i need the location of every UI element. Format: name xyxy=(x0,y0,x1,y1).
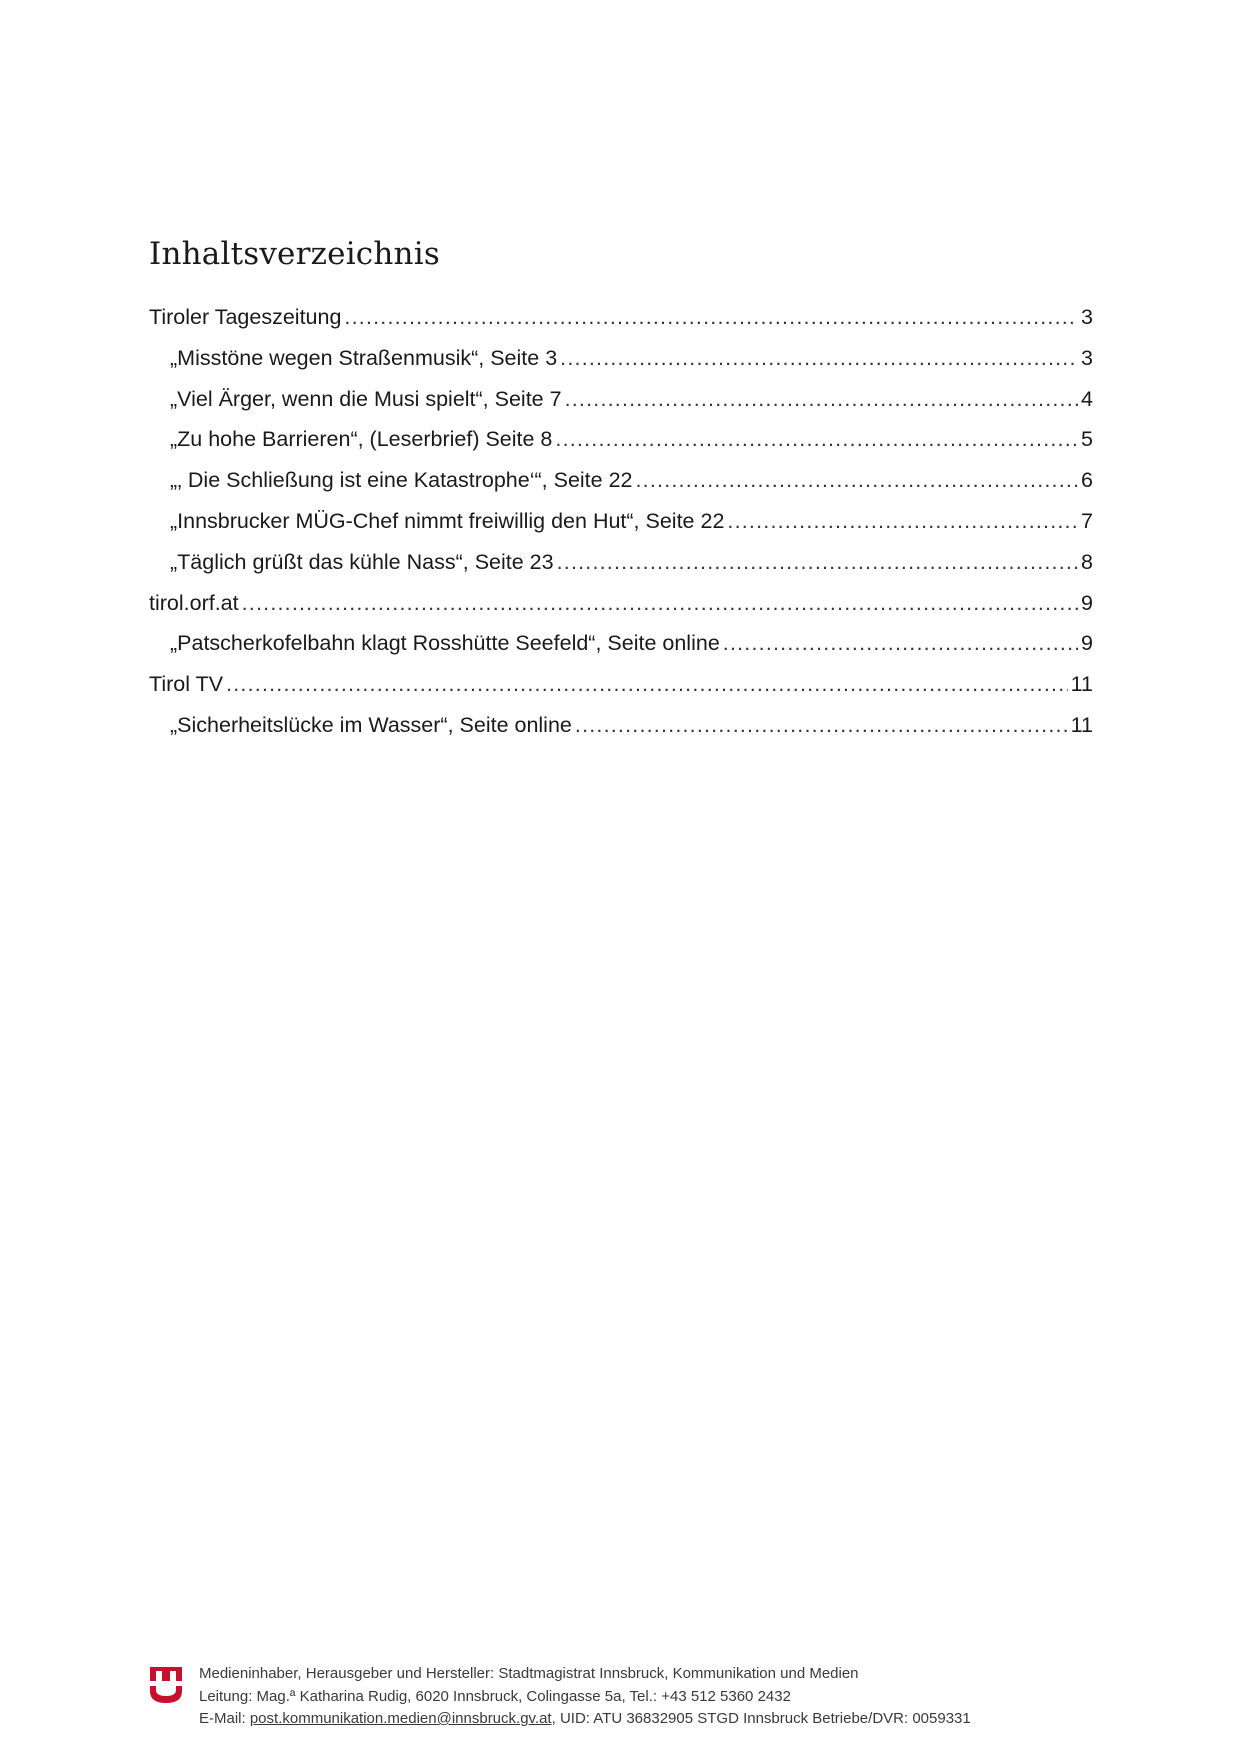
toc-entry-page: 6 xyxy=(1081,468,1093,493)
toc-leader-dots xyxy=(565,387,1078,412)
toc-entry-page: 8 xyxy=(1081,549,1093,574)
toc-entry-schliessung[interactable] xyxy=(149,468,1093,509)
footer-text xyxy=(199,1663,971,1731)
toc-entry-text: „Patscherkofelbahn klagt Rosshütte Seefeld“, Seite online xyxy=(170,631,720,656)
toc-entry-text: tirol.orf.at xyxy=(149,590,239,615)
toc-leader-dots xyxy=(727,509,1078,534)
toc-entry-page: 3 xyxy=(1081,345,1093,370)
toc-leader-dots xyxy=(344,305,1078,330)
toc-leader-dots xyxy=(555,427,1078,452)
toc-entry-mueg-chef[interactable] xyxy=(149,509,1093,550)
toc-leader-dots xyxy=(575,713,1068,738)
toc-leader-dots xyxy=(226,672,1068,697)
toc-entry-text: „Täglich grüßt das kühle Nass“, Seite 23 xyxy=(170,549,554,574)
footer-management-line: Leitung: Mag.ª Katharina Rudig, 6020 Innsbruck, Colingasse 5a, Tel.: +43 512 5360 2432 xyxy=(199,1687,791,1705)
toc-entry-text: „Viel Ärger, wenn die Musi spielt“, Seite 7 xyxy=(170,386,562,411)
toc-entry-tiroler-tageszeitung[interactable] xyxy=(149,305,1093,346)
toc-entry-page: 5 xyxy=(1081,427,1093,452)
footer-contact-line xyxy=(199,1708,971,1731)
toc-entry-text: „Innsbrucker MÜG-Chef nimmt freiwillig den Hut“, Seite 22 xyxy=(170,508,725,533)
toc-entry-page: 9 xyxy=(1081,631,1093,656)
toc-entry-page: 11 xyxy=(1070,712,1093,737)
toc-entry-viel-aerger[interactable] xyxy=(149,387,1093,428)
toc-entry-patscherkofelbahn[interactable] xyxy=(149,631,1093,672)
toc-leader-dots xyxy=(636,468,1079,493)
page-title: Inhaltsverzeichnis xyxy=(149,236,440,272)
toc-entry-sicherheitsluecke[interactable] xyxy=(149,713,1093,754)
footer-publisher-line: Medieninhaber, Herausgeber und Hersteller: Stadtmagistrat Innsbruck, Kommunikation und Medien xyxy=(199,1665,859,1682)
toc-entry-text: „Misstöne wegen Straßenmusik“, Seite 3 xyxy=(170,345,558,370)
toc-entry-text: „Zu hohe Barrieren“, (Leserbrief) Seite 8 xyxy=(170,427,553,452)
toc-entry-text: Tiroler Tageszeitung xyxy=(149,305,342,329)
footer-email-label: E-Mail: xyxy=(199,1710,250,1727)
toc-leader-dots xyxy=(557,550,1078,575)
toc-entry-page: 3 xyxy=(1081,305,1093,329)
toc-entry-page: 11 xyxy=(1070,672,1093,697)
toc-entry-page: 7 xyxy=(1081,508,1093,533)
toc-entry-zu-hohe-barrieren[interactable] xyxy=(149,427,1093,468)
toc-entry-misstoene[interactable] xyxy=(149,346,1093,387)
toc-leader-dots xyxy=(242,591,1078,616)
toc-entry-text: Tirol TV xyxy=(149,672,224,697)
toc-entry-page: 4 xyxy=(1081,386,1093,411)
toc-entry-tirol-orf[interactable] xyxy=(149,591,1093,632)
innsbruck-logo-icon xyxy=(149,1665,183,1705)
toc-entry-text: „Sicherheitslücke im Wasser“, Seite online xyxy=(170,712,572,737)
toc-entry-kuehle-nass[interactable] xyxy=(149,550,1093,591)
footer-ids: , UID: ATU 36832905 STGD Innsbruck Betriebe/DVR: 0059331 xyxy=(551,1710,971,1727)
toc-entry-tirol-tv[interactable] xyxy=(149,672,1093,713)
toc-leader-dots xyxy=(560,346,1078,371)
toc-entry-text: „‚ Die Schließung ist eine Katastrophe‘“, Seite 22 xyxy=(170,468,633,493)
toc-leader-dots xyxy=(723,631,1078,656)
table-of-contents xyxy=(149,305,1093,754)
page-footer xyxy=(149,1663,971,1731)
toc-entry-page: 9 xyxy=(1081,590,1093,615)
footer-email-link[interactable]: post.kommunikation.medien@innsbruck.gv.at xyxy=(249,1710,552,1727)
